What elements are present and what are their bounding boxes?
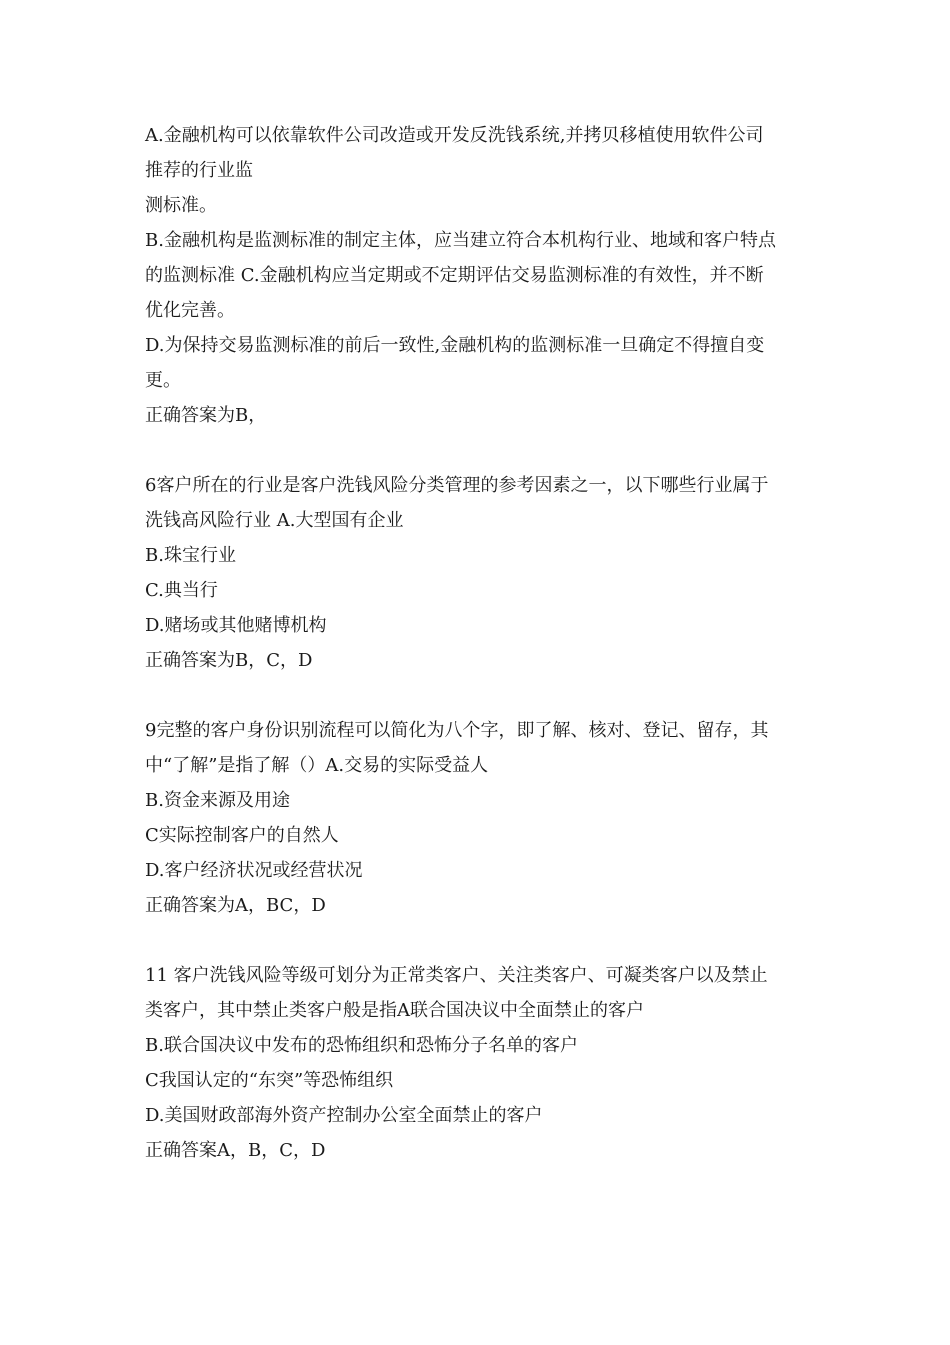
option-b-line: B.联合国决议中发布的恐怖组织和恐怖分子名单的客户 bbox=[145, 1035, 578, 1056]
answer-line: 正确答案为B， bbox=[145, 405, 267, 426]
option-c-line: C我国认定的“东突”等恐怖组织 bbox=[145, 1070, 394, 1091]
question-block-6 bbox=[145, 468, 810, 678]
question-block-5-options bbox=[145, 118, 810, 433]
option-d-line: D.客户经济状况或经营状况 bbox=[145, 860, 363, 881]
question-line-2: 类客户，其中禁止类客户般是指A联合国决议中全面禁止的客户 bbox=[145, 1000, 644, 1021]
question-line-2: 中“了解”是指了解（）A.交易的实际受益人 bbox=[145, 755, 489, 776]
question-line-2: 洗钱高风险行业 A.大型国有企业 bbox=[145, 510, 404, 531]
paragraph-gap bbox=[145, 433, 810, 468]
option-c-line: C.典当行 bbox=[145, 580, 218, 601]
question-line-1: 9完整的客户身份识别流程可以简化为八个字，即了解、核对、登记、留存，其 bbox=[145, 720, 769, 741]
option-a-line-2: 推荐的行业监 bbox=[145, 160, 253, 181]
answer-line: 正确答案A，B，C，D bbox=[145, 1140, 326, 1161]
option-d-line-1: D.为保持交易监测标准的前后一致性,金融机构的监测标准一旦确定不得擅自变 bbox=[145, 335, 765, 356]
question-block-11 bbox=[145, 958, 810, 1168]
option-a-line-1: A.金融机构可以依靠软件公司改造或开发反洗钱系统,并拷贝移植使用软件公司 bbox=[145, 125, 764, 146]
option-c-line-2: 优化完善。 bbox=[145, 300, 235, 321]
answer-line: 正确答案为A，BC，D bbox=[145, 895, 326, 916]
question-line-1: 6客户所在的行业是客户洗钱风险分类管理的参考因素之一，以下哪些行业属于 bbox=[145, 475, 769, 496]
question-line-1: 11 客户洗钱风险等级可划分为正常类客户、关注类客户、可凝类客户以及禁止 bbox=[145, 965, 768, 986]
answer-line: 正确答案为B，C，D bbox=[145, 650, 313, 671]
paragraph-gap bbox=[145, 678, 810, 713]
option-b-line-1: B.金融机构是监测标准的制定主体，应当建立符合本机构行业、地域和客户特点 bbox=[145, 230, 776, 251]
document-body bbox=[145, 118, 810, 1168]
option-b-c-line: 的监测标准 C.金融机构应当定期或不定期评估交易监测标准的有效性，并不断 bbox=[145, 265, 764, 286]
option-b-line: B.资金来源及用途 bbox=[145, 790, 290, 811]
option-a-line-3: 测标准。 bbox=[145, 195, 217, 216]
option-b-line: B.珠宝行业 bbox=[145, 545, 236, 566]
paragraph-gap bbox=[145, 923, 810, 958]
option-c-line: C实际控制客户的自然人 bbox=[145, 825, 339, 846]
option-d-line: D.美国财政部海外资产控制办公室全面禁止的客户 bbox=[145, 1105, 543, 1126]
question-block-9 bbox=[145, 713, 810, 923]
option-d-line-2: 更。 bbox=[145, 370, 181, 391]
option-d-line: D.赌场或其他赌博机构 bbox=[145, 615, 327, 636]
